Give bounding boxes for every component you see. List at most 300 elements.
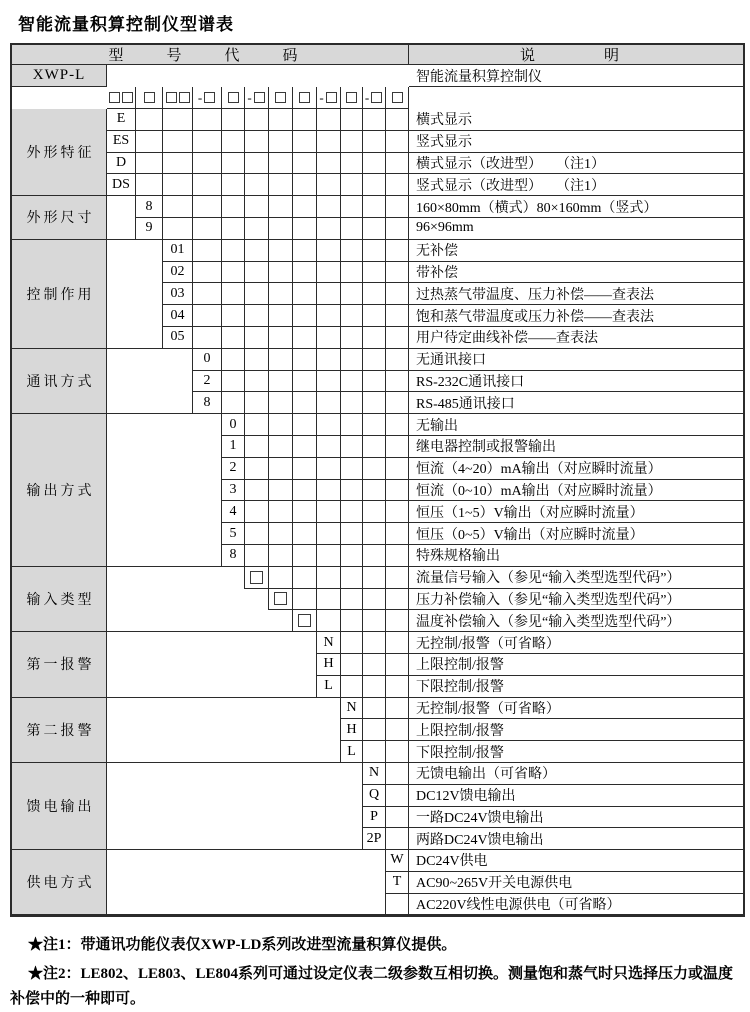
grid-cell (245, 480, 269, 502)
grid-cell (363, 109, 386, 131)
grid-cell (363, 545, 386, 567)
grid-cell (222, 131, 245, 153)
code-cell: N (363, 763, 386, 785)
grid-cell (386, 153, 409, 175)
code-box (371, 92, 382, 103)
grid-cell (317, 262, 341, 284)
grid-cell (341, 589, 363, 611)
code-cell: 03 (163, 283, 193, 305)
model-row (12, 65, 743, 109)
code-cell: 1 (222, 436, 245, 458)
grid-cell (317, 196, 341, 218)
grid-cell (163, 109, 193, 131)
grid-cell (386, 807, 409, 829)
grid-cell (341, 610, 363, 632)
grid-cell (222, 153, 245, 175)
grid-cell (341, 523, 363, 545)
grid-cell (317, 436, 341, 458)
code-cell: 4 (222, 501, 245, 523)
grid-cell (269, 196, 293, 218)
model-code-box-cell (317, 87, 341, 109)
grid-cell (293, 305, 317, 327)
section (12, 349, 743, 414)
blank-cell (107, 567, 245, 589)
description-cell: 恒流（0~10）mA输出（对应瞬时流量） (409, 480, 743, 502)
section-label: 外形特征 (12, 109, 107, 196)
code-cell (386, 894, 409, 916)
grid-cell (269, 305, 293, 327)
grid-cell (363, 240, 386, 262)
grid-cell (293, 523, 317, 545)
grid-cell (386, 414, 409, 436)
grid-cell (245, 327, 269, 349)
grid-cell (341, 371, 363, 393)
grid-cell (317, 480, 341, 502)
model-description: 智能流量积算控制仪 (409, 65, 743, 87)
description-cell: 两路DC24V馈电输出 (409, 828, 743, 850)
description-cell: 下限控制/报警 (409, 741, 743, 763)
grid-cell (269, 480, 293, 502)
grid-cell (293, 414, 317, 436)
grid-cell (363, 719, 386, 741)
model-code-box-cell (222, 87, 245, 109)
code-box (298, 614, 311, 627)
grid-cell (386, 262, 409, 284)
code-cell: 02 (163, 262, 193, 284)
description-cell: 温度补偿输入（参见“输入类型选型代码”） (409, 610, 743, 632)
code-cell: N (317, 632, 341, 654)
grid-cell (317, 349, 341, 371)
description-cell: 竖式显示（改进型） （注1） (409, 174, 743, 196)
code-cell: H (317, 654, 341, 676)
grid-cell (293, 589, 317, 611)
grid-cell (386, 480, 409, 502)
model-code-box-cell (107, 87, 136, 109)
description-cell: 恒压（0~5）V输出（对应瞬时流量） (409, 523, 743, 545)
grid-cell (386, 174, 409, 196)
grid-cell (245, 414, 269, 436)
model-code-box-cell (341, 87, 363, 109)
grid-cell (386, 240, 409, 262)
grid-cell (269, 131, 293, 153)
code-cell: D (107, 153, 136, 175)
code-box (109, 92, 120, 103)
code-cell: 9 (136, 218, 163, 240)
grid-cell (341, 349, 363, 371)
code-cell: 5 (222, 523, 245, 545)
grid-cell (341, 218, 363, 240)
grid-cell (317, 567, 341, 589)
model-code-box-cell (363, 87, 386, 109)
description-cell: 无补偿 (409, 240, 743, 262)
code-cell: 2 (222, 458, 245, 480)
description-cell: 过热蒸气带温度、压力补偿——查表法 (409, 283, 743, 305)
section (12, 240, 743, 349)
section (12, 196, 743, 240)
grid-cell (363, 392, 386, 414)
grid-cell (363, 305, 386, 327)
blank-cell (107, 349, 193, 414)
description-cell: 继电器控制或报警输出 (409, 436, 743, 458)
grid-cell (269, 458, 293, 480)
grid-cell (363, 283, 386, 305)
footnotes (10, 933, 740, 1012)
code-cell: 0 (222, 414, 245, 436)
grid-cell (341, 196, 363, 218)
blank-cell (107, 240, 163, 349)
description-cell: RS-232C通讯接口 (409, 371, 743, 393)
description-cell: 下限控制/报警 (409, 676, 743, 698)
grid-cell (245, 153, 269, 175)
grid-cell (363, 610, 386, 632)
grid-cell (269, 327, 293, 349)
code-cell: 2 (193, 371, 222, 393)
grid-cell (317, 327, 341, 349)
grid-cell (317, 305, 341, 327)
model-code-box-cell (193, 87, 222, 109)
section-label: 第一报警 (12, 632, 107, 697)
grid-cell (317, 545, 341, 567)
description-cell: AC90~265V开关电源供电 (409, 872, 743, 894)
grid-cell (269, 567, 293, 589)
code-cell: 01 (163, 240, 193, 262)
grid-cell (363, 480, 386, 502)
description-cell: 饱和蒸气带温度或压力补偿——查表法 (409, 305, 743, 327)
grid-cell (293, 196, 317, 218)
grid-cell (293, 131, 317, 153)
grid-cell (341, 283, 363, 305)
description-cell: 带补偿 (409, 262, 743, 284)
table-header-row (12, 45, 743, 65)
code-box (204, 92, 215, 103)
description-cell: 横式显示（改进型） （注1） (409, 153, 743, 175)
grid-cell (341, 545, 363, 567)
grid-cell (341, 240, 363, 262)
section-label: 第二报警 (12, 698, 107, 763)
grid-cell (363, 218, 386, 240)
description-cell: AC220V线性电源供电（可省略） (409, 894, 743, 916)
grid-cell (386, 436, 409, 458)
grid-cell (269, 523, 293, 545)
grid-cell (386, 654, 409, 676)
model-code-box-cell (245, 87, 269, 109)
description-cell: DC12V馈电输出 (409, 785, 743, 807)
grid-cell (293, 480, 317, 502)
grid-cell (222, 196, 245, 218)
grid-cell (293, 153, 317, 175)
grid-cell (386, 698, 409, 720)
grid-cell (317, 131, 341, 153)
code-box (326, 92, 337, 103)
description-cell: 无控制/报警（可省略） (409, 632, 743, 654)
grid-cell (317, 458, 341, 480)
grid-cell (293, 262, 317, 284)
grid-cell (363, 327, 386, 349)
grid-cell (269, 240, 293, 262)
code-cell: 3 (222, 480, 245, 502)
grid-cell (363, 501, 386, 523)
blank-cell (107, 414, 222, 567)
grid-cell (293, 218, 317, 240)
grid-cell (245, 436, 269, 458)
grid-cell (317, 501, 341, 523)
grid-cell (193, 305, 222, 327)
grid-cell (386, 719, 409, 741)
blank-cell (107, 196, 136, 240)
code-box (299, 92, 310, 103)
grid-cell (193, 218, 222, 240)
grid-cell (269, 545, 293, 567)
grid-cell (341, 392, 363, 414)
grid-cell (341, 153, 363, 175)
blank-cell (107, 589, 269, 611)
code-cell: N (341, 698, 363, 720)
grid-cell (363, 196, 386, 218)
grid-cell (136, 131, 163, 153)
section (12, 414, 743, 567)
blank-cell (107, 763, 363, 850)
description-cell: 无馈电输出（可省略） (409, 763, 743, 785)
code-separator-dash: - (247, 89, 252, 105)
grid-cell (317, 109, 341, 131)
grid-cell (269, 174, 293, 196)
model-name: XWP-L (12, 65, 107, 87)
grid-cell (245, 545, 269, 567)
grid-cell (363, 589, 386, 611)
grid-cell (386, 218, 409, 240)
code-cell: 04 (163, 305, 193, 327)
grid-cell (136, 153, 163, 175)
spec-table (10, 43, 745, 917)
grid-cell (222, 240, 245, 262)
code-cell (293, 610, 317, 632)
code-box (122, 92, 133, 103)
model-code-box-cell (386, 87, 409, 109)
code-cell: E (107, 109, 136, 131)
grid-cell (222, 109, 245, 131)
section-label: 馈电输出 (12, 763, 107, 850)
grid-cell (293, 283, 317, 305)
grid-cell (222, 327, 245, 349)
description-cell: 一路DC24V馈电输出 (409, 807, 743, 829)
grid-cell (269, 109, 293, 131)
section-label: 供电方式 (12, 850, 107, 915)
grid-cell (293, 436, 317, 458)
grid-cell (269, 218, 293, 240)
grid-cell (363, 741, 386, 763)
code-cell: L (341, 741, 363, 763)
grid-cell (341, 327, 363, 349)
blank-cell (107, 610, 293, 632)
grid-cell (386, 458, 409, 480)
code-cell: T (386, 872, 409, 894)
code-cell: 2P (363, 828, 386, 850)
description-cell: 160×80mm（横式）80×160mm（竖式） (409, 196, 743, 218)
grid-cell (269, 436, 293, 458)
grid-cell (317, 283, 341, 305)
header-description: 说 明 (409, 45, 743, 65)
code-box (179, 92, 190, 103)
code-box (346, 92, 357, 103)
section (12, 763, 743, 850)
description-cell: 上限控制/报警 (409, 719, 743, 741)
model-code-box-cell (163, 87, 193, 109)
code-cell: H (341, 719, 363, 741)
code-cell: 8 (193, 392, 222, 414)
grid-cell (269, 349, 293, 371)
grid-cell (386, 349, 409, 371)
grid-cell (363, 371, 386, 393)
footnote-1: ★注1：带通讯功能仪表仅XWP-LD系列改进型流量积算仪提供。 (28, 937, 457, 954)
description-cell: 恒压（1~5）V输出（对应瞬时流量） (409, 501, 743, 523)
model-code-box-cell (269, 87, 293, 109)
grid-cell (222, 371, 245, 393)
grid-cell (341, 654, 363, 676)
section (12, 567, 743, 632)
grid-cell (341, 109, 363, 131)
grid-cell (386, 632, 409, 654)
description-cell: 恒流（4~20）mA输出（对应瞬时流量） (409, 458, 743, 480)
grid-cell (386, 523, 409, 545)
code-cell: ES (107, 131, 136, 153)
page-title: 智能流量积算控制仪型谱表 (18, 15, 234, 34)
description-cell: 无通讯接口 (409, 349, 743, 371)
code-cell: W (386, 850, 409, 872)
grid-cell (245, 349, 269, 371)
section (12, 698, 743, 763)
grid-cell (245, 523, 269, 545)
description-cell: RS-485通讯接口 (409, 392, 743, 414)
code-box (275, 92, 286, 103)
description-cell: 无输出 (409, 414, 743, 436)
grid-cell (341, 501, 363, 523)
grid-cell (386, 392, 409, 414)
grid-cell (317, 392, 341, 414)
grid-cell (341, 131, 363, 153)
grid-cell (245, 392, 269, 414)
grid-cell (245, 174, 269, 196)
grid-cell (269, 283, 293, 305)
grid-cell (317, 240, 341, 262)
grid-cell (363, 632, 386, 654)
grid-cell (317, 523, 341, 545)
grid-cell (269, 392, 293, 414)
code-box (144, 92, 155, 103)
code-cell (269, 589, 293, 611)
grid-cell (386, 567, 409, 589)
description-cell: 96×96mm (409, 218, 743, 240)
grid-cell (386, 109, 409, 131)
code-box (228, 92, 239, 103)
grid-cell (163, 131, 193, 153)
header-model-code: 型 号 代 码 (12, 45, 409, 65)
grid-cell (245, 240, 269, 262)
grid-cell (193, 283, 222, 305)
grid-cell (363, 567, 386, 589)
grid-cell (222, 262, 245, 284)
section-list (12, 109, 743, 915)
grid-cell (193, 153, 222, 175)
description-cell: 竖式显示 (409, 131, 743, 153)
code-cell: Q (363, 785, 386, 807)
grid-cell (193, 131, 222, 153)
grid-cell (317, 153, 341, 175)
grid-cell (222, 218, 245, 240)
grid-cell (386, 610, 409, 632)
grid-cell (363, 262, 386, 284)
grid-cell (386, 283, 409, 305)
grid-cell (386, 131, 409, 153)
grid-cell (163, 153, 193, 175)
model-code-box-cell (136, 87, 163, 109)
grid-cell (341, 567, 363, 589)
code-cell: 0 (193, 349, 222, 371)
grid-cell (341, 414, 363, 436)
grid-cell (317, 589, 341, 611)
description-cell: 横式显示 (409, 109, 743, 131)
grid-cell (386, 828, 409, 850)
grid-cell (341, 458, 363, 480)
blank-cell (107, 632, 317, 697)
grid-cell (386, 545, 409, 567)
grid-cell (386, 741, 409, 763)
grid-cell (293, 109, 317, 131)
grid-cell (341, 305, 363, 327)
grid-cell (386, 763, 409, 785)
grid-cell (363, 349, 386, 371)
grid-cell (293, 327, 317, 349)
code-box (166, 92, 177, 103)
code-cell: L (317, 676, 341, 698)
code-box (250, 571, 263, 584)
description-cell: 上限控制/报警 (409, 654, 743, 676)
grid-cell (317, 174, 341, 196)
description-cell: 无控制/报警（可省略） (409, 698, 743, 720)
grid-cell (269, 371, 293, 393)
grid-cell (245, 458, 269, 480)
grid-cell (293, 174, 317, 196)
code-cell: 8 (222, 545, 245, 567)
grid-cell (363, 523, 386, 545)
grid-cell (193, 262, 222, 284)
grid-cell (163, 174, 193, 196)
grid-cell (245, 283, 269, 305)
section-label: 通讯方式 (12, 349, 107, 414)
code-cell: 05 (163, 327, 193, 349)
grid-cell (293, 545, 317, 567)
grid-cell (341, 174, 363, 196)
grid-cell (222, 174, 245, 196)
description-cell: 特殊规格输出 (409, 545, 743, 567)
grid-cell (317, 610, 341, 632)
grid-cell (269, 153, 293, 175)
description-cell: 流量信号输入（参见“输入类型选型代码”） (409, 567, 743, 589)
section (12, 850, 743, 915)
grid-cell (193, 327, 222, 349)
grid-cell (222, 392, 245, 414)
grid-cell (386, 327, 409, 349)
blank-cell (107, 698, 341, 763)
grid-cell (245, 501, 269, 523)
grid-cell (293, 567, 317, 589)
grid-cell (386, 785, 409, 807)
grid-cell (163, 218, 193, 240)
code-separator-dash: - (319, 89, 324, 105)
grid-cell (293, 371, 317, 393)
grid-cell (363, 698, 386, 720)
grid-cell (363, 174, 386, 196)
grid-cell (386, 501, 409, 523)
